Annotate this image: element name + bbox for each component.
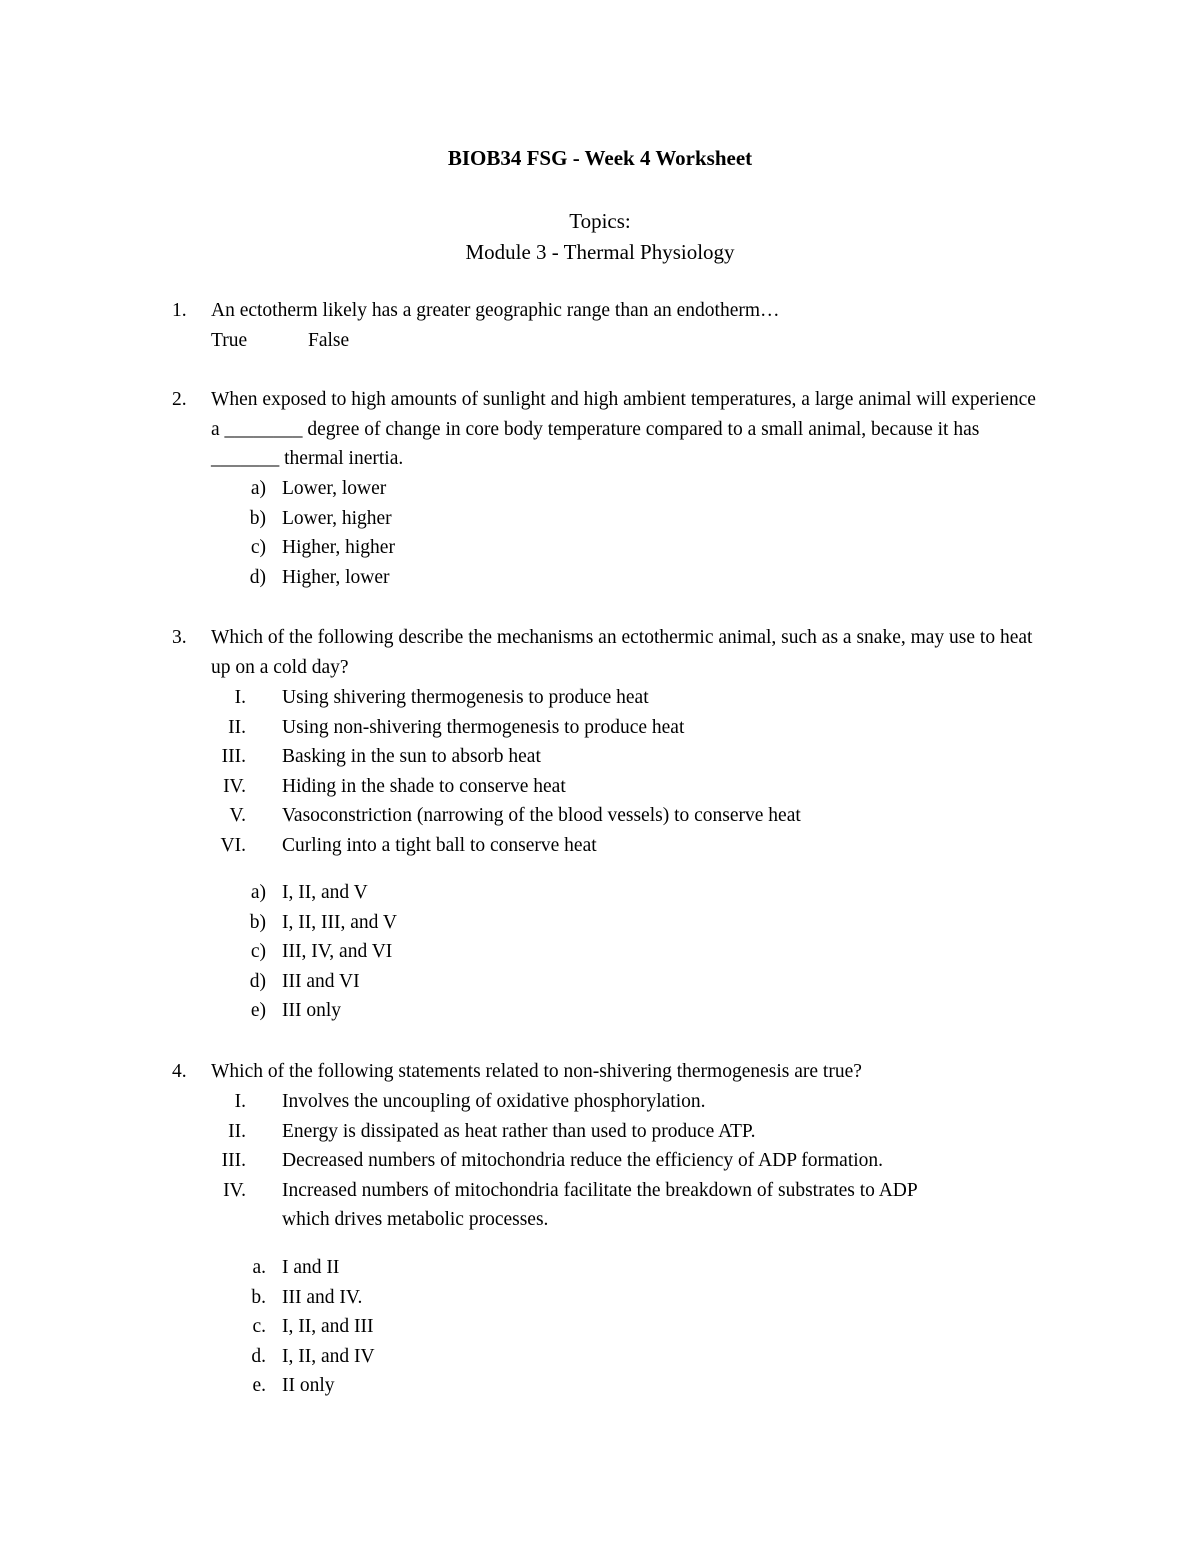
answer-option <box>0 504 1200 534</box>
option-label: c. <box>252 1316 266 1338</box>
page-title: BIOB34 FSG - Week 4 Worksheet <box>447 146 753 170</box>
statement-list <box>0 683 1200 861</box>
answer-options <box>0 1253 1200 1401</box>
statement-text: Using non-shivering thermogenesis to produce heat <box>282 716 685 738</box>
option-text: I, II, and III <box>282 1316 374 1338</box>
option-label: a) <box>250 478 266 499</box>
question-number: 3. <box>172 627 187 648</box>
statement-item <box>0 1117 1200 1147</box>
option-label: d) <box>249 970 266 992</box>
statement-text: Using shivering thermogenesis to produce heat <box>282 687 649 708</box>
option-text: III, IV, and VI <box>282 941 393 963</box>
statement-label: VI. <box>220 834 246 856</box>
answer-option <box>0 967 1200 997</box>
statement-item-continued <box>0 1205 1200 1235</box>
statement-text: Involves the uncoupling of oxidative phosphorylation. <box>282 1091 706 1112</box>
statement-text: Curling into a tight ball to conserve heat <box>282 834 597 856</box>
statement-label: IV. <box>223 1179 246 1201</box>
topics-label: Topics: <box>569 209 631 233</box>
statement-text: Hiding in the shade to conserve heat <box>282 775 566 797</box>
statement-list <box>0 1087 1200 1235</box>
statement-item <box>0 831 1200 861</box>
option-text: Higher, higher <box>282 537 395 559</box>
topics-value: Module 3 - Thermal Physiology <box>465 240 735 264</box>
statement-label: III. <box>221 1150 246 1172</box>
statement-label: V. <box>229 805 246 827</box>
option-label: a) <box>250 882 266 903</box>
answer-option <box>0 1253 1200 1283</box>
true-choice: True <box>211 329 248 351</box>
option-text: I, II, III, and V <box>282 911 397 933</box>
statement-text: Energy is dissipated as heat rather than used to produce ATP. <box>282 1120 756 1142</box>
answer-option <box>0 878 1200 908</box>
answer-option <box>0 996 1200 1026</box>
option-text: III and IV. <box>282 1286 363 1308</box>
option-text: Lower, higher <box>282 507 392 529</box>
answer-option <box>0 1342 1200 1372</box>
statement-text: which drives metabolic processes. <box>282 1209 549 1231</box>
statement-item <box>0 713 1200 743</box>
statement-label: II. <box>228 716 246 738</box>
option-text: I and II <box>282 1257 340 1278</box>
statement-text: Basking in the sun to absorb heat <box>282 746 541 768</box>
answer-options <box>0 878 1200 1026</box>
option-label: c) <box>250 941 266 963</box>
statement-label: II. <box>228 1120 246 1142</box>
answer-option <box>0 1283 1200 1313</box>
answer-option <box>0 533 1200 563</box>
option-text: III only <box>282 1000 342 1022</box>
statement-item <box>0 772 1200 802</box>
statement-item <box>0 1176 1200 1206</box>
option-text: I, II, and IV <box>282 1345 375 1367</box>
answer-options <box>0 474 1200 592</box>
statement-item <box>0 1146 1200 1176</box>
answer-option <box>0 563 1200 593</box>
question-stem: Which of the following statements related to non-shivering thermogenesis are true? <box>211 1061 862 1082</box>
question-stem: When exposed to high amounts of sunlight and high ambient temperatures, a large animal will experience a ________ degree of change in core body temperature compared to a small animal, because it has _______ thermal inertia. <box>211 389 1036 470</box>
statement-text: Vasoconstriction (narrowing of the blood vessels) to conserve heat <box>282 805 801 827</box>
option-text: I, II, and V <box>282 882 368 903</box>
topics-block <box>0 206 1200 268</box>
answer-option <box>0 1312 1200 1342</box>
option-label: b) <box>249 911 266 933</box>
statement-text: Increased numbers of mitochondria facilitate the breakdown of substrates to ADP <box>282 1179 918 1201</box>
answer-option <box>0 908 1200 938</box>
false-choice: False <box>308 329 350 351</box>
answer-option <box>0 474 1200 504</box>
option-label: a. <box>252 1257 266 1278</box>
true-false-choices <box>211 326 1041 356</box>
statement-item <box>0 683 1200 713</box>
statement-item <box>0 1087 1200 1117</box>
question-stem: An ectotherm likely has a greater geographic range than an endotherm… <box>211 300 780 321</box>
question-text <box>211 296 1041 355</box>
statement-label: I. <box>234 687 246 708</box>
statement-label: IV. <box>223 775 246 797</box>
option-text: III and VI <box>282 970 360 992</box>
question-stem: Which of the following describe the mechanisms an ectothermic animal, such as a snake, may use to heat up on a cold day? <box>211 627 1033 678</box>
option-text: II only <box>282 1375 335 1397</box>
option-label: b. <box>251 1286 266 1308</box>
option-label: d. <box>251 1345 266 1367</box>
statement-item <box>0 742 1200 772</box>
option-label: b) <box>249 507 266 529</box>
statement-label: I. <box>234 1091 246 1112</box>
question-number: 1. <box>172 300 187 321</box>
option-label: e) <box>250 1000 266 1022</box>
statement-text: Decreased numbers of mitochondria reduce the efficiency of ADP formation. <box>282 1150 884 1172</box>
answer-option <box>0 1371 1200 1401</box>
answer-option <box>0 937 1200 967</box>
option-label: d) <box>249 566 266 588</box>
option-label: c) <box>250 537 266 559</box>
statement-label: III. <box>221 746 246 768</box>
statement-item <box>0 801 1200 831</box>
question-number: 2. <box>172 389 187 410</box>
option-text: Higher, lower <box>282 566 390 588</box>
question-number: 4. <box>172 1061 187 1082</box>
option-label: e. <box>252 1375 266 1397</box>
option-text: Lower, lower <box>282 478 387 499</box>
